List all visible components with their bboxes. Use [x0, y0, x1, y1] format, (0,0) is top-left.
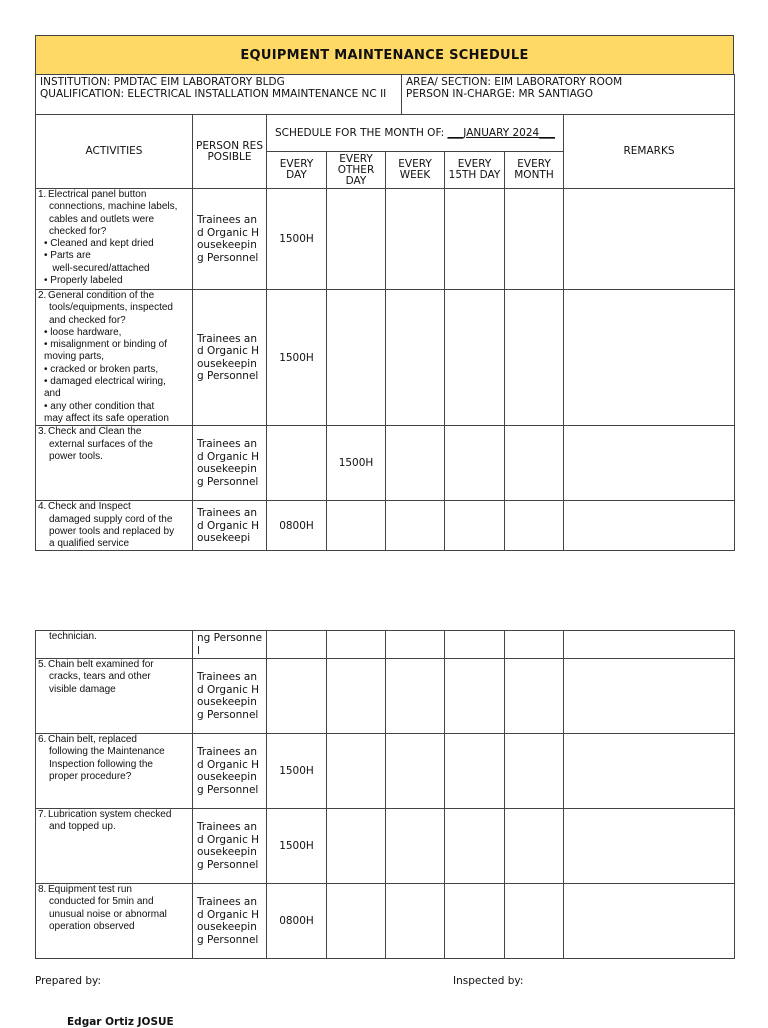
every-day-cell: 1500H [267, 734, 327, 809]
activity-cell [36, 290, 193, 426]
activity-line: 2. General condition of the [38, 290, 155, 301]
every-day-cell [267, 426, 327, 501]
remarks-cell [564, 809, 735, 884]
info-table [35, 74, 735, 115]
every-day-cell [267, 659, 327, 734]
every-15th-cell [445, 884, 505, 959]
activity-line: and topped up. [49, 821, 116, 833]
schedule-label: SCHEDULE FOR THE MONTH OF: [275, 126, 448, 139]
every-month-cell [505, 734, 564, 809]
every-other-day-cell [327, 659, 386, 734]
activity-line: Inspection following the [49, 758, 153, 770]
table-row [36, 809, 735, 884]
remarks-cell [564, 189, 735, 290]
activity-line: tools/equipments, inspected [49, 302, 173, 314]
activity-line: 1. Electrical panel button [38, 189, 147, 200]
activity-bullet: moving parts, [44, 351, 105, 363]
prepared-by-label: Prepared by: [35, 975, 101, 987]
every-day-cell [267, 631, 327, 659]
every-week-cell [386, 290, 445, 426]
activity-bullet: • loose hardware, [44, 326, 122, 338]
every-other-day-header: EVERY OTHER DAY [327, 152, 386, 189]
activity-bullet: • damaged electrical wiring, [44, 376, 166, 388]
qualification-text: QUALIFICATION: ELECTRICAL INSTALLATION MMAINTENANCE NC II [40, 88, 387, 100]
activity-line: a qualified service [49, 538, 130, 550]
every-other-day-cell [327, 809, 386, 884]
person-cell: ng Personnel [193, 631, 267, 659]
remarks-header: REMARKS [564, 115, 735, 189]
table-row [36, 501, 735, 551]
person-cell: Trainees and Organic Housekeeping Personnel [193, 189, 267, 290]
every-week-cell [386, 809, 445, 884]
activity-bullet: • Properly labeled [44, 275, 123, 287]
table-row [36, 426, 735, 501]
every-other-day-cell [327, 631, 386, 659]
activity-number: 4. [38, 501, 47, 513]
schedule-table-continued [35, 630, 735, 959]
activity-bullet: • misalignment or binding of [44, 339, 168, 351]
activity-number: 3. [38, 426, 47, 438]
schedule-month: ___JANUARY 2024___ [447, 126, 555, 139]
table-row [36, 734, 735, 809]
activity-line: external surfaces of the [49, 438, 153, 450]
activity-line: unusual noise or abnormal [49, 908, 167, 920]
person-cell: Trainees and Organic Housekeeping Personnel [193, 809, 267, 884]
table-row [36, 189, 735, 290]
activity-line: 5. Chain belt examined for [38, 659, 154, 670]
person-cell: Trainees and Organic Housekeeping Personnel [193, 426, 267, 501]
every-month-cell [505, 501, 564, 551]
activity-number: 8. [38, 884, 47, 895]
remarks-cell [564, 426, 735, 501]
schedule-month-header [267, 115, 564, 152]
every-15th-cell [445, 734, 505, 809]
activity-line: and checked for? [49, 314, 126, 326]
person-cell: Trainees and Organic Housekeeping Personnel [193, 734, 267, 809]
activity-cell [36, 884, 193, 959]
activity-line: power tools. [49, 450, 103, 462]
activity-bullet: • cracked or broken parts, [44, 363, 159, 375]
activity-line: cables and outlets were [49, 213, 155, 225]
remarks-cell [564, 501, 735, 551]
remarks-cell [564, 290, 735, 426]
table-row [36, 659, 735, 734]
activity-bullet: • Cleaned and kept dried [44, 238, 154, 250]
every-week-cell [386, 631, 445, 659]
every-week-cell [386, 189, 445, 290]
every-day-cell: 1500H [267, 290, 327, 426]
info-left-cell [36, 75, 402, 115]
every-month-cell [505, 659, 564, 734]
activity-cell [36, 501, 193, 551]
activity-cell [36, 189, 193, 290]
person-cell: Trainees and Organic Housekeepi [193, 501, 267, 551]
person-cell: Trainees and Organic Housekeeping Personnel [193, 884, 267, 959]
remarks-cell [564, 631, 735, 659]
every-month-cell [505, 631, 564, 659]
remarks-cell [564, 659, 735, 734]
every-month-cell [505, 426, 564, 501]
every-month-header: EVERY MONTH [505, 152, 564, 189]
activity-line: connections, machine labels, [49, 201, 178, 213]
every-week-cell [386, 659, 445, 734]
every-other-day-cell [327, 290, 386, 426]
every-other-day-cell [327, 734, 386, 809]
every-other-day-cell [327, 189, 386, 290]
inspected-by-label: Inspected by: [453, 975, 524, 987]
every-day-header: EVERY DAY [267, 152, 327, 189]
every-month-cell [505, 189, 564, 290]
activity-line: power tools and replaced by [49, 525, 175, 537]
activity-cell [36, 631, 193, 659]
every-15th-header: EVERY 15TH DAY [445, 152, 505, 189]
person-cell: Trainees and Organic Housekeeping Personnel [193, 290, 267, 426]
every-week-cell [386, 426, 445, 501]
every-day-cell: 0800H [267, 884, 327, 959]
activity-bullet: may affect its safe operation [44, 412, 169, 424]
activity-cell [36, 734, 193, 809]
table-row [36, 884, 735, 959]
remarks-cell [564, 734, 735, 809]
activity-line: proper procedure? [49, 770, 132, 782]
every-15th-cell [445, 189, 505, 290]
activity-number: 5. [38, 659, 47, 670]
every-month-cell [505, 884, 564, 959]
every-15th-cell [445, 501, 505, 551]
area-text: AREA/ SECTION: EIM LABORATORY ROOM [406, 76, 623, 88]
activity-line: visible damage [49, 683, 116, 695]
every-15th-cell [445, 426, 505, 501]
every-other-day-cell [327, 501, 386, 551]
activity-line: 3. Check and Clean the [38, 426, 142, 438]
every-15th-cell [445, 631, 505, 659]
activity-number: 1. [38, 189, 47, 200]
activity-line: following the Maintenance [49, 746, 165, 758]
institution-text: INSTITUTION: PMDTAC EIM LABORATORY BLDG [40, 76, 285, 88]
activity-cell [36, 426, 193, 501]
person-in-charge-text: PERSON IN-CHARGE: MR SANTIAGO [406, 88, 593, 100]
every-other-day-cell [327, 884, 386, 959]
every-day-cell: 0800H [267, 501, 327, 551]
every-week-cell [386, 734, 445, 809]
activity-cell [36, 659, 193, 734]
remarks-cell [564, 884, 735, 959]
person-cell: Trainees and Organic Housekeeping Personnel [193, 659, 267, 734]
every-week-header: EVERY WEEK [386, 152, 445, 189]
activity-number: 2. [38, 290, 47, 301]
table-row [36, 290, 735, 426]
activity-line: 4. Check and Inspect [38, 501, 131, 513]
every-day-cell: 1500H [267, 189, 327, 290]
activity-bullet: • Parts are [44, 250, 91, 262]
every-15th-cell [445, 809, 505, 884]
info-right-cell [402, 75, 735, 115]
every-month-cell [505, 290, 564, 426]
every-week-cell [386, 884, 445, 959]
activity-cell [36, 809, 193, 884]
activity-bullet: well-secured/attached [44, 262, 150, 274]
activity-bullet: • any other condition that [44, 400, 155, 412]
document-title: EQUIPMENT MAINTENANCE SCHEDULE [35, 35, 734, 75]
activity-line: operation observed [49, 920, 135, 932]
every-day-cell: 1500H [267, 809, 327, 884]
activity-bullet: and [44, 388, 61, 400]
table-row [36, 631, 735, 659]
activity-line: damaged supply cord of the [49, 513, 173, 525]
every-week-cell [386, 501, 445, 551]
activity-line: 7. Lubrication system checked [38, 809, 172, 820]
activity-line: conducted for 5min and [49, 896, 154, 908]
preparer-name: Edgar Ortiz JOSUE [67, 1016, 174, 1028]
activity-number: 6. [38, 734, 47, 745]
person-header: PERSON RESPOSIBLE [193, 115, 267, 189]
activity-line: technician. [49, 631, 97, 642]
activity-number: 7. [38, 809, 47, 820]
activity-line: 8. Equipment test run [38, 884, 132, 895]
every-month-cell [505, 809, 564, 884]
every-other-day-cell: 1500H [327, 426, 386, 501]
schedule-table [35, 114, 735, 551]
activities-header: ACTIVITIES [36, 115, 193, 189]
activity-line: checked for? [49, 225, 107, 237]
every-15th-cell [445, 290, 505, 426]
every-15th-cell [445, 659, 505, 734]
activity-line: 6. Chain belt, replaced [38, 734, 137, 745]
activity-line: cracks, tears and other [49, 671, 151, 683]
